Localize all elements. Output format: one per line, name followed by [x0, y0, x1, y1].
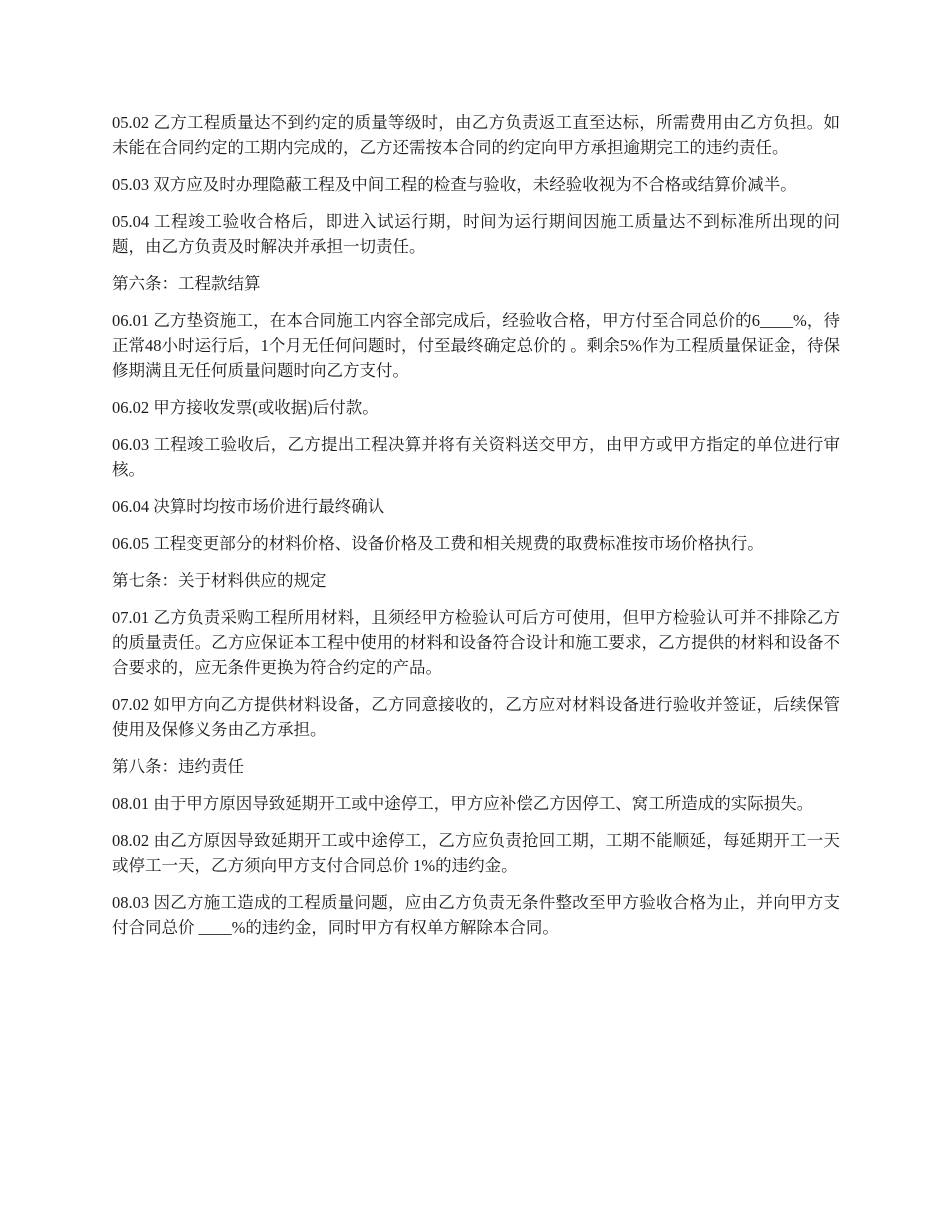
document-body [112, 110, 840, 952]
clause-06-03: 06.03 工程竣工验收后，乙方提出工程决算并将有关资料送交甲方，由甲方或甲方指定的单位进行审核。 [112, 435, 840, 479]
clause-08-03: 08.03 因乙方施工造成的工程质量问题，应由乙方负责无条件整改至甲方验收合格为止，并向甲方支付合同总价 ____%的违约金，同时甲方有权单方解除本合同。 [112, 893, 840, 937]
clause-05-02: 05.02 乙方工程质量达不到约定的质量等级时，由乙方负责返工直至达标，所需费用由乙方负担。如未能在合同约定的工期内完成的，乙方还需按本合同的约定向甲方承担逾期完工的违约责任。 [112, 113, 840, 157]
clause-06-04: 06.04 决算时均按市场价进行最终确认 [112, 497, 385, 516]
clause-06-02: 06.02 甲方接收发票(或收据)后付款。 [112, 398, 379, 417]
clause-06-01: 06.01 乙方垫资施工，在本合同施工内容全部完成后，经验收合格，甲方付至合同总价的6____%，待正常48小时运行后，1个月无任何问题时，付至最终确定总价的 。剩余5%作为工程质量保证金，待保修期满且无任何质量问题时向乙方支付。 [112, 311, 840, 380]
clause-05-03: 05.03 双方应及时办理隐蔽工程及中间工程的检查与验收，未经验收视为不合格或结算价减半。 [112, 175, 797, 194]
section-heading-article-8: 第八条：违约责任 [112, 757, 244, 776]
section-heading-article-6: 第六条：工程款结算 [112, 274, 261, 293]
clause-05-04: 05.04 工程竣工验收合格后，即进入试运行期，时间为运行期间因施工质量达不到标准所出现的问题，由乙方负责及时解决并承担一切责任。 [112, 212, 840, 256]
clause-07-01: 07.01 乙方负责采购工程所用材料，且须经甲方检验认可后方可使用，但甲方检验认可并不排除乙方的质量责任。乙方应保证本工程中使用的材料和设备符合设计和施工要求，乙方提供的材料和设备不合要求的，应无条件更换为符合约定的产品。 [112, 608, 840, 677]
clause-08-01: 08.01 由于甲方原因导致延期开工或中途停工，甲方应补偿乙方因停工、窝工所造成的实际损失。 [112, 794, 814, 813]
clause-06-05: 06.05 工程变更部分的材料价格、设备价格及工费和相关规费的取费标准按市场价格执行。 [112, 534, 764, 553]
section-heading-article-7: 第七条：关于材料供应的规定 [112, 571, 327, 590]
clause-08-02: 08.02 由乙方原因导致延期开工或中途停工，乙方应负责抢回工期，工期不能顺延，每延期开工一天或停工一天，乙方须向甲方支付合同总价 1%的违约金。 [112, 831, 840, 875]
clause-07-02: 07.02 如甲方向乙方提供材料设备，乙方同意接收的，乙方应对材料设备进行验收并签证，后续保管使用及保修义务由乙方承担。 [112, 695, 840, 739]
